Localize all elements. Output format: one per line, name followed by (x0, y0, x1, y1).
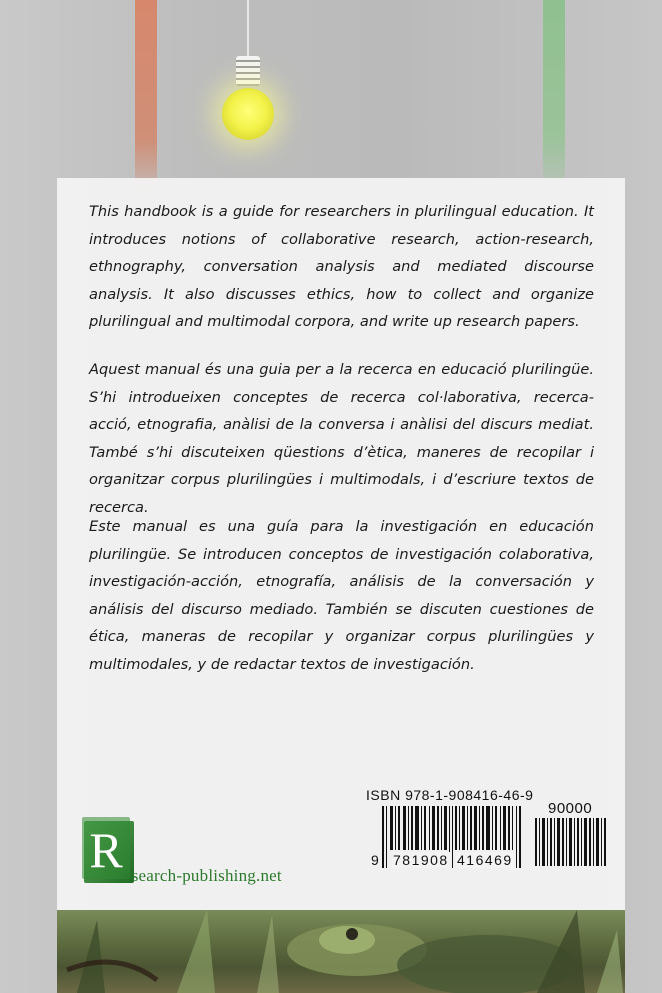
addon-barcode-icon (535, 818, 607, 866)
left-color-stripe (135, 0, 157, 200)
bulb-cap (236, 56, 260, 86)
blurb-spanish: Este manual es una guía para la investigación en educación plurilingüe. Se introducen conceptos de investigación colaborativa, investigación-acción, etnografía, análisis de la conversación y análisis del discurso mediado. También se discuten cuestiones de ética, maneras de recopilar y organizar corpus plurilingües y multimodales, y de redactar textos de investigación. (89, 518, 594, 673)
pond-photo (57, 910, 625, 993)
barcode-digit-first: 9 (371, 852, 379, 868)
barcode-digit-group-1: 781908 (393, 852, 449, 868)
pond-scene (57, 910, 625, 993)
blurb-catalan: Aquest manual és una guia per a la recerca en educació plurilingüe. S’hi introdueixen conceptes de recerca col·laborativa, recerca- acció, etnografia, anàlisi de la conversa i anàlisi del discurs mediat. També s’hi discuteixen qüestions d’ètica, maneres de recopilar i organitzar corpus plurilingües i multimodals, i d’escriure textos de recerca. (89, 361, 594, 516)
bulb-glass (222, 88, 274, 140)
bulb-wire (247, 0, 249, 58)
blurb-english: This handbook is a guide for researchers in plurilingual education. It introduces notions of collaborative research, action-research, ethnography, conversation analysis and mediated discourse analysis. It also discusses ethics, how to collect and organize plurilingual and multimodal corpora, and write up research papers. (89, 203, 594, 331)
barcode-digit-group-2: 416469 (457, 852, 513, 868)
isbn-label: ISBN 978-1-908416-46-9 (366, 787, 534, 803)
svg-text:R: R (89, 822, 123, 878)
price-code: 90000 (548, 800, 593, 817)
right-color-stripe (543, 0, 565, 200)
publisher-name: esearch-publishing.net (124, 866, 282, 885)
